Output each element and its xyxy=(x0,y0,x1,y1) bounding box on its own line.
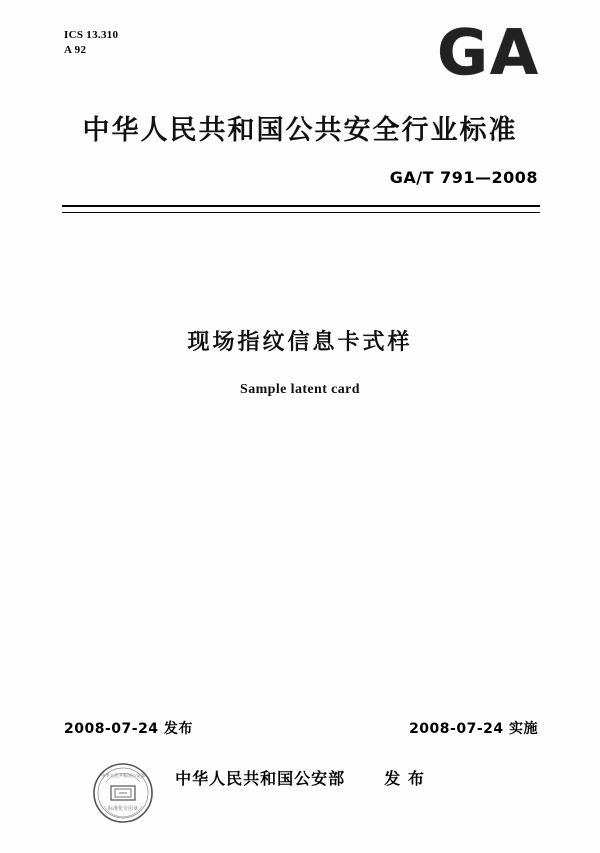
document-title-english: Sample latent card xyxy=(240,382,360,397)
issuer-action: 发 布 xyxy=(384,769,425,788)
ga-logo: GA xyxy=(437,16,540,89)
svg-text:标准化专用章: 标准化专用章 xyxy=(107,806,139,812)
divider-rule-thick xyxy=(62,205,540,207)
svg-text:中华人民共和国公安部: 中华人民共和国公安部 xyxy=(101,774,145,779)
ics-number: ICS 13.310 xyxy=(64,29,119,41)
ics-classification-block xyxy=(64,28,118,58)
issuer-line xyxy=(0,766,600,789)
issuing-organization-title: 中华人民共和国公共安全行业标准 xyxy=(82,115,518,146)
effective-date: 2008-07-24 实施 xyxy=(409,721,538,737)
standard-number: GA/T 791—2008 xyxy=(389,168,538,187)
divider-rule-thin xyxy=(62,212,540,213)
official-seal-stamp xyxy=(92,762,154,824)
ics-class-code: A 92 xyxy=(64,44,87,56)
document-title-chinese: 现场指纹信息卡式样 xyxy=(187,330,413,355)
issuer-organization: 中华人民共和国公安部 xyxy=(175,769,346,788)
issue-date: 2008-07-24 发布 xyxy=(64,721,193,737)
